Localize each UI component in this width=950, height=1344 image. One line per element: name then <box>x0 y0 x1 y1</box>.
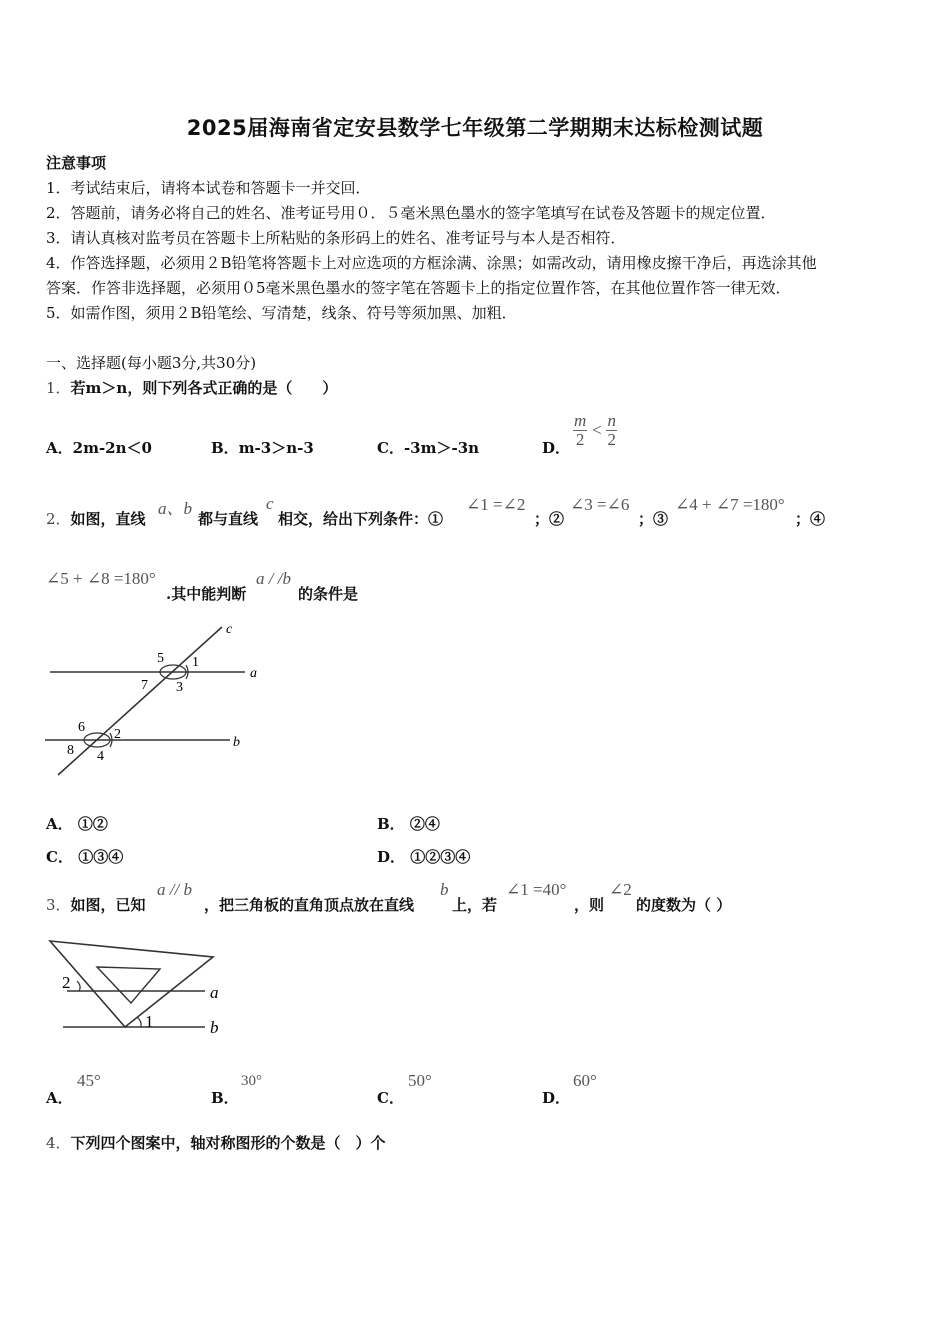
q2-option-a <box>46 813 108 834</box>
q1-number: 1． <box>46 379 71 397</box>
q2-label-7: 7 <box>141 678 148 693</box>
q1-fraction-m: $\frac{m}{2}$ <box>574 411 587 449</box>
q3-option-b-value: 30° <box>241 1073 262 1089</box>
q2-condition-4: ∠5 + ∠8 =180° <box>46 569 156 588</box>
q3-text-5: 的度数为（ ） <box>636 896 732 914</box>
q2-label-8: 8 <box>67 743 74 758</box>
q2-math-ab: a、b <box>158 499 192 518</box>
q2-text-3: 相交，给出下列条件：① <box>278 510 444 528</box>
q3-figure <box>45 935 235 1035</box>
q2-condition-1: ∠1 =∠2 <box>466 495 526 514</box>
q3-stem-a <box>46 894 146 915</box>
q2-option-b-text: ②④ <box>409 815 440 833</box>
q3-math-angle1: ∠1 =40° <box>506 880 567 899</box>
q2-label-2: 2 <box>114 727 121 742</box>
q3-text-1: 如图，已知 <box>70 896 146 914</box>
q3-text-3: 上，若 <box>452 896 498 914</box>
q3-option-c-label: C． <box>377 1089 404 1107</box>
q2-label-a: a <box>250 666 257 681</box>
section-heading: 一、选择题(每小题3分,共30分) <box>46 354 257 372</box>
q3-option-c-value: 50° <box>408 1071 432 1090</box>
q1-fraction-n: $\frac{n}{2}$ <box>607 411 616 449</box>
q3-label-1: 1 <box>145 1012 154 1031</box>
q2-option-c-text: ①③④ <box>78 848 124 866</box>
q1-option-a <box>46 437 152 458</box>
q1-text: 若m＞n，则下列各式正确的是（ ） <box>70 379 338 397</box>
page-title: 2025届海南省定安县数学七年级第二学期期末达标检测试题 <box>186 116 764 140</box>
q2-text-2: 都与直线 <box>198 510 259 528</box>
q1-less-than: < <box>592 420 602 440</box>
q3-math-angle2: ∠2 <box>609 880 632 899</box>
q4-text: 下列四个图案中，轴对称图形的个数是（ ）个 <box>70 1134 386 1152</box>
q1-option-d-label: D． <box>542 439 571 457</box>
q1-option-b-label: B． <box>211 439 239 457</box>
q2-line-c <box>58 627 222 775</box>
q2-option-a-label: A． <box>46 815 73 833</box>
q3-text-2: ，把三角板的直角顶点放在直线 <box>204 896 415 914</box>
q4-stem <box>46 1132 386 1153</box>
q3-option-d-value: 60° <box>573 1071 597 1090</box>
q3-triangle-outer <box>50 941 213 1027</box>
q2-option-c <box>46 846 123 867</box>
q2-label-4: 4 <box>97 749 104 764</box>
q1-option-c <box>377 437 479 458</box>
q3-math-parallel: a // b <box>157 880 192 899</box>
q2-option-c-label: C． <box>46 848 73 866</box>
q3-option-b-label: B． <box>211 1089 239 1107</box>
q2-condition-2: ∠3 =∠6 <box>570 495 630 514</box>
q2-text-7: .其中能判断 <box>166 585 247 603</box>
q1-option-d-math <box>573 412 617 449</box>
q3-number: 3． <box>46 896 71 914</box>
q3-triangle-inner <box>97 967 160 1003</box>
notice-item-3: 3．请认真核对监考员在答题卡上所粘贴的条形码上的姓名、准考证号与本人是否相符． <box>46 229 626 247</box>
q3-option-d-label: D． <box>542 1089 571 1107</box>
q2-text-6: ；④ <box>795 510 826 528</box>
q2-label-5: 5 <box>157 651 164 666</box>
q3-math-b: b <box>440 880 449 899</box>
q1-option-c-text: -3m＞-3n <box>403 439 480 457</box>
notice-item-4-cont: 答案．作答非选择题，必须用０5毫米黑色墨水的签字笔在答题卡上的指定位置作答，在其他位置作答一律无效． <box>46 279 791 297</box>
q2-text-4: ；② <box>534 510 565 528</box>
q3-angle-arc-1 <box>137 1017 141 1027</box>
q2-option-d-text: ①②③④ <box>410 848 471 866</box>
q1-option-a-text: 2m-2n＜0 <box>72 439 152 457</box>
q2-stem-line1-a <box>46 508 146 529</box>
q1-option-b-text: m-3＞n-3 <box>238 439 314 457</box>
q2-condition-3: ∠4 + ∠7 =180° <box>675 495 785 514</box>
q3-label-a: a <box>210 983 219 1002</box>
notice-heading: 注意事项 <box>46 154 107 172</box>
q1-option-b <box>211 437 314 458</box>
q2-option-d-label: D． <box>377 848 406 866</box>
q2-text-5: ；③ <box>638 510 669 528</box>
q2-label-6: 6 <box>78 720 85 735</box>
notice-item-2: 2．答题前，请务必将自己的姓名、准考证号用０．５毫米黑色墨水的签字笔填写在试卷及答题卡的规定位置． <box>46 204 776 222</box>
q1-stem <box>46 377 337 398</box>
q1-option-a-label: A． <box>46 439 73 457</box>
q2-text-8: 的条件是 <box>298 585 359 603</box>
q3-option-a-value: 45° <box>77 1071 101 1090</box>
q2-option-b-label: B． <box>377 815 405 833</box>
q2-math-parallel: a / /b <box>256 569 291 588</box>
q2-label-c: c <box>226 622 233 637</box>
q3-text-4: ，则 <box>574 896 605 914</box>
q2-label-b: b <box>233 735 240 750</box>
q2-option-d <box>377 846 470 867</box>
q3-option-a-label: A． <box>46 1089 73 1107</box>
q2-label-3: 3 <box>176 680 183 695</box>
q2-text-1: 如图，直线 <box>70 510 146 528</box>
q3-label-2: 2 <box>62 973 71 992</box>
q2-figure <box>40 615 270 785</box>
q1-option-c-label: C． <box>377 439 404 457</box>
q2-option-a-text: ①② <box>77 815 108 833</box>
q3-angle-arc-2 <box>77 981 80 991</box>
notice-item-5: 5．如需作图，须用２B铅笔绘、写清楚，线条、符号等须加黑、加粗． <box>46 304 517 322</box>
q3-label-b: b <box>210 1018 219 1035</box>
notice-item-4: 4．作答选择题，必须用２B铅笔将答题卡上对应选项的方框涂满、涂黑；如需改动，请用橡皮擦干净后，再选涂其他 <box>46 254 817 272</box>
q2-option-b <box>377 813 440 834</box>
q4-number: 4． <box>46 1134 71 1152</box>
q2-math-c: c <box>266 494 274 513</box>
notice-item-1: 1．考试结束后，请将本试卷和答题卡一并交回． <box>46 179 371 197</box>
q2-number: 2． <box>46 510 71 528</box>
q2-label-1: 1 <box>192 655 199 670</box>
